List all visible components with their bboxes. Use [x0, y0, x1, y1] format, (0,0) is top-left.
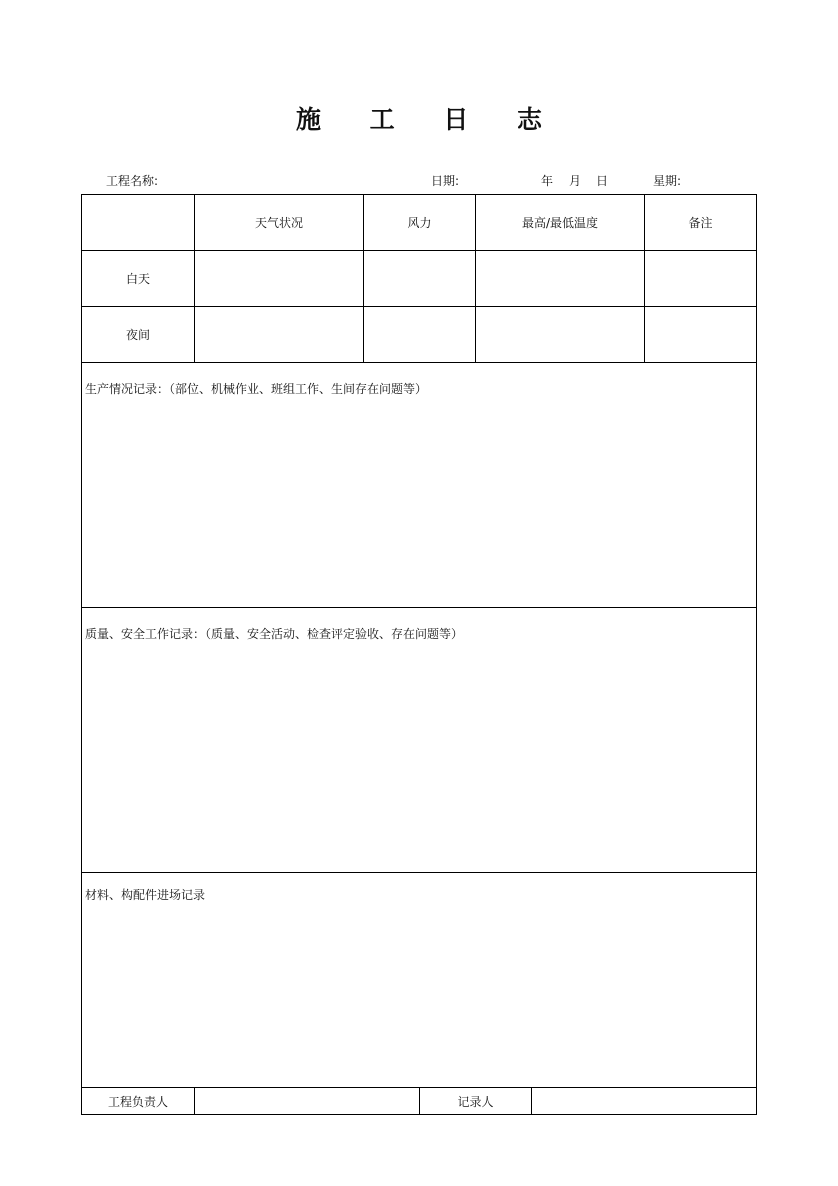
row-label-daytime: 白天 — [125, 272, 150, 286]
date-label: 日期: — [431, 174, 460, 188]
project-manager-label: 工程负责人 — [107, 1094, 168, 1109]
column-header-remarks: 备注 — [688, 216, 713, 230]
row-divider — [82, 872, 756, 873]
daytime-weather-field[interactable] — [195, 251, 363, 306]
column-header-temperature: 最高/最低温度 — [521, 216, 599, 230]
row-divider — [82, 607, 756, 608]
production-record-label: 生产情况记录：（部位、机械作业、班组工作、生间存在问题等） — [85, 382, 428, 396]
project-name-label: 工程名称: — [106, 174, 159, 188]
daytime-remarks-field[interactable] — [645, 251, 756, 306]
materials-record-field[interactable] — [82, 906, 756, 1086]
year-label: 年 — [541, 174, 554, 188]
log-sheet — [81, 194, 757, 1115]
materials-record-label: 材料、构配件进场记录 — [85, 888, 206, 902]
weekday-label: 星期: — [653, 174, 682, 188]
night-wind-field[interactable] — [364, 307, 475, 362]
quality-safety-record-field[interactable] — [82, 645, 756, 871]
row-label-night: 夜间 — [125, 328, 150, 342]
page-title: 施 工 日 志 — [295, 105, 563, 134]
column-header-wind: 风力 — [407, 216, 432, 230]
night-weather-field[interactable] — [195, 307, 363, 362]
daytime-wind-field[interactable] — [364, 251, 475, 306]
day-label: 日 — [596, 174, 609, 188]
recorder-label: 记录人 — [457, 1094, 494, 1109]
column-header-weather: 天气状况 — [254, 216, 303, 230]
quality-safety-record-label: 质量、安全工作记录：（质量、安全活动、检查评定验收、存在问题等） — [85, 627, 464, 641]
month-label: 月 — [569, 174, 582, 188]
row-divider — [82, 362, 756, 363]
recorder-field[interactable] — [532, 1088, 756, 1114]
production-record-field[interactable] — [82, 400, 756, 606]
night-temperature-field[interactable] — [476, 307, 644, 362]
project-manager-field[interactable] — [195, 1088, 419, 1114]
daytime-temperature-field[interactable] — [476, 251, 644, 306]
night-remarks-field[interactable] — [645, 307, 756, 362]
